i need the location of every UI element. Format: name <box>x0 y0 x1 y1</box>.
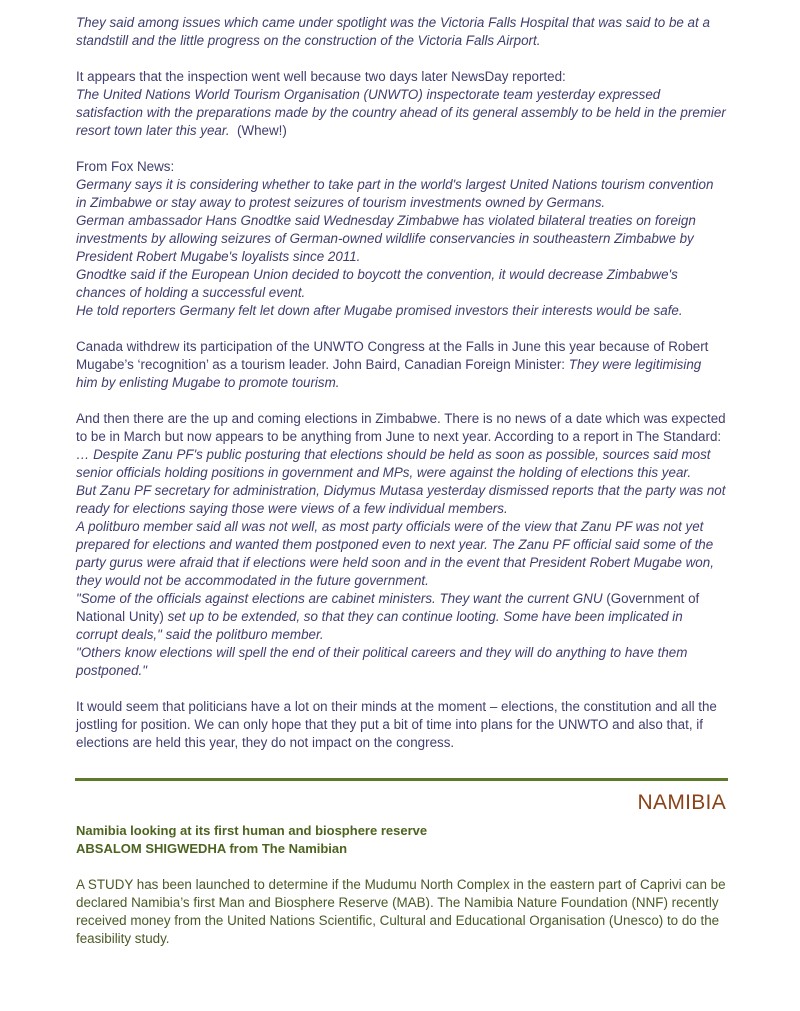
newsday-quote: The United Nations World Tourism Organisation (UNWTO) inspectorate team yesterday expressed satisfaction with the preparations made by the country ahead of its general assembly to be held in the premier resort town later this year. <box>76 87 726 138</box>
standard-quote-2: But Zanu PF secretary for administration, Didymus Mutasa yesterday dismissed reports that the party was not ready for elections saying those were views of a few individual members. <box>76 483 726 516</box>
paragraph-fox-intro: From Fox News: <box>76 159 175 174</box>
paragraph-spotlight: They said among issues which came under spotlight was the Victoria Falls Hospital that was said to be at a standstill and the little progress on the construction of the Victoria Falls Airport. <box>76 15 710 48</box>
fox-quote-2: German ambassador Hans Gnodtke said Wednesday Zimbabwe has violated bilateral treaties on foreign investments by allowing seizures of German-owned wildlife conservancies in southeastern Zimbabwe by President Robert Mugabe's loyalists since 2011. <box>76 213 696 264</box>
standard-quote-4-start: "Some of the officials against elections are cabinet ministers. They want the current GNU <box>76 591 603 606</box>
paragraph-conclusion: It would seem that politicians have a lot on their minds at the moment – elections, the constitution and all the jostling for position. We can only hope that they put a bit of time into plans for the UNWTO and also that, if elections are held this year, they do not impact on the congress. <box>76 699 717 750</box>
paragraph-elections: And then there are the up and coming elections in Zimbabwe. There is no news of a date which was expected to be in March but now appears to be anything from June to next year. According to a report in The Standard: <box>76 411 726 444</box>
gnu-expansion: (Government of National Unity) <box>76 591 700 624</box>
canada-quote: They were legitimising him by enlisting Mugabe to promote tourism. <box>76 357 702 390</box>
fox-quote-1: Germany says it is considering whether to take part in the world's largest United Nations tourism convention in Zimbabwe or stay away to protest seizures of tourism investments owned by Germans. <box>76 177 714 210</box>
whew-aside: (Whew!) <box>237 123 287 138</box>
standard-quote-5: "Others know elections will spell the end of their political careers and they will do anything to have them postponed." <box>76 645 688 678</box>
paragraph-inspection-intro: It appears that the inspection went well because two days later NewsDay reported: <box>76 69 566 84</box>
fox-quote-4: He told reporters Germany felt let down after Mugabe promised investors their interests would be safe. <box>76 303 683 318</box>
standard-quote-3: A politburo member said all was not well, as most party officials were of the view that Zanu PF was not yet prepared for elections and wanted them postponed even to next year. The Zanu PF official said some of the party gurus were afraid that if elections were held soon and in the event that President Robert Mugabe won, they would not be accommodated in the future government. <box>76 519 714 588</box>
fox-quote-3: Gnodtke said if the European Union decided to boycott the convention, it would decrease Zimbabwe's chances of holding a successful event. <box>76 267 678 300</box>
paragraph-inspection-quote <box>76 86 726 140</box>
standard-quote-4 <box>76 590 726 644</box>
section-title-namibia: NAMIBIA <box>637 791 726 814</box>
article-headline: Namibia looking at its first human and biosphere reserve <box>76 823 428 838</box>
article-body: A STUDY has been launched to determine if the Mudumu North Complex in the eastern part of Caprivi can be declared Namibia’s first Man and Biosphere Reserve (MAB). The Namibia Nature Foundation (NNF) recently received money from the United Nations Scientific, Cultural and Educational Organisation (Unesco) to do the feasibility study. <box>76 877 726 946</box>
namibia-article <box>76 822 726 948</box>
canada-text: Canada withdrew its participation of the UNWTO Congress at the Falls in June this year because of Robert Mugabe’s ‘recognition’ as a tourism leader. John Baird, Canadian Foreign Minister: <box>76 339 709 372</box>
article-byline: ABSALOM SHIGWEDHA from The Namibian <box>76 841 348 856</box>
standard-quote-1: … Despite Zanu PF's public posturing that elections should be held as soon as possible, sources said most senior officials holding positions in government and MPs, were against the holding of elections this year. <box>76 447 711 480</box>
zimbabwe-article <box>76 14 726 752</box>
section-divider <box>75 778 728 781</box>
paragraph-canada <box>76 338 726 392</box>
standard-quote-4-end: set up to be extended, so that they can continue looting. Some have been implicated in corrupt deals," said the politburo member. <box>76 609 683 642</box>
